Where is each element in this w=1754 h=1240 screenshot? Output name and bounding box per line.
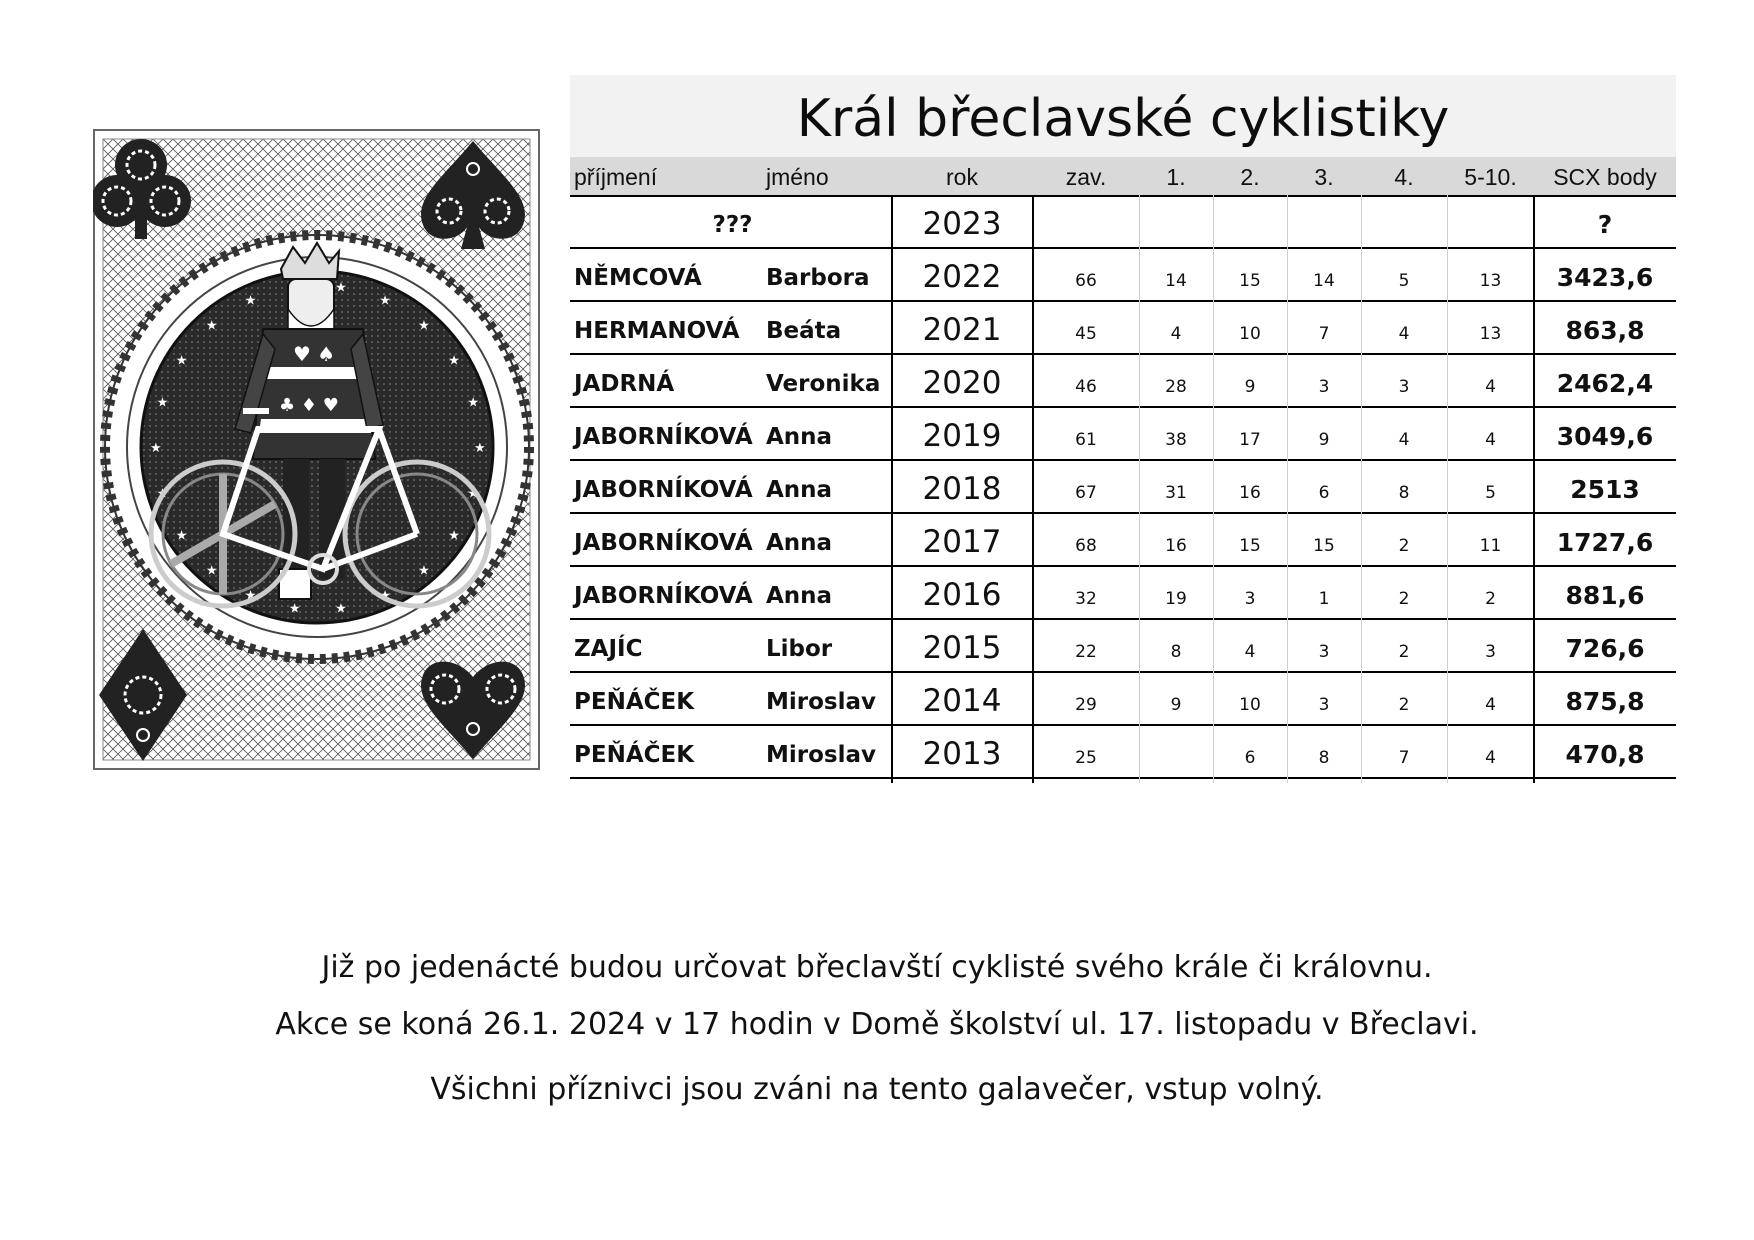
star-icon: ★ — [335, 601, 347, 617]
star-icon: ★ — [175, 528, 188, 544]
p4-cell: 2 — [1398, 536, 1410, 556]
divider-stats-scx — [1533, 195, 1535, 783]
results-table — [570, 75, 1676, 785]
header-starts: zav. — [1065, 164, 1107, 190]
p1-cell: 14 — [1165, 271, 1187, 291]
p510-cell: 13 — [1479, 271, 1502, 291]
table-row — [570, 513, 1676, 567]
p4-cell: 4 — [1398, 430, 1410, 450]
p1-cell: 16 — [1165, 536, 1187, 556]
divider-light — [1361, 195, 1362, 783]
first-name-cell: Anna — [766, 424, 833, 450]
p2-cell: 9 — [1244, 377, 1256, 397]
zav-cell: 46 — [1075, 377, 1097, 397]
first-name-cell: Anna — [766, 530, 833, 556]
year-cell: 2021 — [922, 312, 1002, 348]
p510-cell: 4 — [1485, 430, 1496, 450]
star-icon: ★ — [205, 563, 218, 579]
table-header-row — [570, 157, 1676, 197]
king-card-illustration — [93, 129, 540, 770]
header-fourth: 4. — [1394, 164, 1414, 190]
p2-cell: 17 — [1239, 430, 1261, 450]
star-icon: ★ — [156, 395, 169, 411]
table-title: Král břeclavské cyklistiky — [796, 89, 1450, 149]
p2-cell: 15 — [1239, 271, 1261, 291]
year-cell: 2014 — [922, 683, 1002, 719]
table-row — [570, 407, 1676, 461]
surname-cell: JABORNÍKOVÁ — [574, 477, 753, 503]
year-cell: 2017 — [922, 524, 1002, 560]
surname-cell: JADRNÁ — [574, 371, 675, 397]
star-icon: ★ — [335, 280, 347, 296]
p4-cell: 2 — [1398, 642, 1410, 662]
table-row — [570, 672, 1676, 726]
star-icon: ★ — [418, 563, 430, 579]
unknown-winner: ??? — [712, 212, 753, 238]
announcement-line-3: Všichni příznivci jsou zváni na tento galavečer, vstup volný. — [430, 1072, 1324, 1107]
divider-light — [1139, 195, 1140, 783]
p3-cell: 7 — [1318, 324, 1330, 344]
p3-cell: 8 — [1318, 748, 1330, 768]
divider-light — [1287, 195, 1288, 783]
table-row — [570, 248, 1676, 302]
header-5-10: 5-10. — [1464, 164, 1517, 190]
year-cell: 2019 — [922, 418, 1002, 454]
p2-cell: 15 — [1239, 536, 1261, 556]
p2-cell: 10 — [1239, 695, 1261, 715]
p2-cell: 10 — [1239, 324, 1261, 344]
playing-card-king-cyclist-illustration — [93, 129, 540, 770]
p1-cell: 28 — [1165, 377, 1187, 397]
scx-points-cell: 1727,6 — [1556, 528, 1654, 557]
p3-cell: 9 — [1318, 430, 1330, 450]
star-icon: ★ — [448, 353, 460, 369]
p510-cell: 4 — [1485, 695, 1496, 715]
p510-cell: 2 — [1485, 589, 1496, 609]
surname-cell: JABORNÍKOVÁ — [574, 583, 753, 609]
year-cell: 2022 — [922, 259, 1002, 295]
surname-cell: HERMANOVÁ — [574, 318, 740, 344]
scx-points-cell: 3049,6 — [1556, 422, 1654, 451]
surname-cell: PEŇÁČEK — [574, 742, 695, 768]
header-second: 2. — [1240, 164, 1260, 190]
p4-cell: 2 — [1398, 695, 1410, 715]
star-icon: ★ — [156, 486, 169, 502]
scx-points-cell: 3423,6 — [1556, 263, 1654, 292]
first-name-cell: Barbora — [766, 265, 870, 291]
p510-cell: 3 — [1485, 642, 1496, 662]
scx-points-cell: ? — [1597, 210, 1613, 239]
p4-cell: 3 — [1398, 377, 1410, 397]
p1-cell: 4 — [1170, 324, 1182, 344]
surname-cell: NĚMCOVÁ — [574, 265, 702, 291]
scx-points-cell: 875,8 — [1565, 687, 1645, 716]
p1-cell: 19 — [1165, 589, 1187, 609]
star-icon: ★ — [175, 353, 188, 369]
p3-cell: 15 — [1313, 536, 1335, 556]
surname-cell: JABORNÍKOVÁ — [574, 530, 753, 556]
p1-cell: 31 — [1165, 483, 1187, 503]
star-icon: ★ — [418, 318, 430, 334]
divider-year-stats — [1032, 195, 1034, 783]
year-cell: 2015 — [922, 630, 1002, 666]
table-row — [570, 566, 1676, 620]
first-name-cell: Beáta — [766, 318, 842, 344]
scx-points-cell: 863,8 — [1565, 316, 1645, 345]
table-row — [570, 460, 1676, 514]
first-name-cell: Miroslav — [766, 742, 877, 768]
star-icon: ★ — [244, 588, 257, 604]
p510-cell: 11 — [1479, 536, 1502, 556]
p510-cell: 4 — [1485, 377, 1496, 397]
zav-cell: 22 — [1075, 642, 1097, 662]
table-row — [570, 301, 1676, 355]
p4-cell: 4 — [1398, 324, 1410, 344]
table-row — [570, 725, 1676, 779]
divider-name-year — [891, 195, 893, 783]
star-icon: ★ — [244, 293, 257, 309]
star-icon: ★ — [150, 441, 162, 456]
first-name-cell: Miroslav — [766, 689, 877, 715]
divider-light — [1447, 195, 1448, 783]
star-icon: ★ — [448, 528, 460, 544]
zav-cell: 66 — [1075, 271, 1097, 291]
header-name: jméno — [766, 164, 829, 190]
announcement-line-2: Akce se koná 26.1. 2024 v 17 hodin v Domě školství ul. 17. listopadu v Břeclavi. — [275, 1007, 1479, 1042]
p4-cell: 5 — [1398, 271, 1410, 291]
scx-points-cell: 881,6 — [1565, 581, 1645, 610]
zav-cell: 29 — [1075, 695, 1097, 715]
p4-cell: 7 — [1398, 748, 1410, 768]
year-cell: 2013 — [922, 736, 1002, 772]
p510-cell: 13 — [1479, 324, 1502, 344]
header-year: rok — [946, 164, 978, 190]
star-icon: ★ — [474, 441, 486, 456]
star-icon: ★ — [288, 601, 301, 617]
p3-cell: 1 — [1318, 589, 1330, 609]
announcement-line-1: Již po jedenácté budou určovat břeclavští cyklisté svého krále či královnu. — [321, 950, 1433, 985]
p510-cell: 4 — [1485, 748, 1496, 768]
p2-cell: 6 — [1244, 748, 1256, 768]
zav-cell: 32 — [1075, 589, 1097, 609]
star-icon: ★ — [379, 293, 391, 309]
header-first: 1. — [1166, 164, 1186, 190]
zav-cell: 68 — [1075, 536, 1097, 556]
header-scx-points: SCX body — [1553, 164, 1657, 190]
star-icon: ★ — [467, 486, 480, 502]
first-name-cell: Veronika — [766, 371, 881, 397]
scx-points-cell: 2462,4 — [1556, 369, 1654, 398]
year-cell: 2020 — [922, 365, 1002, 401]
surname-cell: PEŇÁČEK — [574, 689, 695, 715]
year-cell: 2016 — [922, 577, 1002, 613]
zav-cell: 25 — [1075, 748, 1097, 768]
p1-cell: 38 — [1165, 430, 1187, 450]
header-third: 3. — [1314, 164, 1334, 190]
p4-cell: 8 — [1398, 483, 1410, 503]
surname-cell: ZAJÍC — [574, 636, 643, 662]
scx-points-cell: 2513 — [1570, 475, 1640, 504]
scx-points-cell: 470,8 — [1565, 740, 1645, 769]
p1-cell — [1139, 725, 1213, 777]
year-cell: 2018 — [922, 471, 1002, 507]
p3-cell: 14 — [1313, 271, 1335, 291]
p3-cell: 3 — [1318, 642, 1330, 662]
header-surname: příjmení — [574, 164, 658, 190]
divider-light — [1213, 195, 1214, 783]
p1-cell: 8 — [1170, 642, 1182, 662]
star-icon: ★ — [205, 318, 218, 334]
year-cell: 2023 — [922, 206, 1002, 242]
p510-cell: 5 — [1485, 483, 1496, 503]
zav-cell: 67 — [1075, 483, 1097, 503]
star-icon: ★ — [467, 395, 480, 411]
p2-cell: 3 — [1244, 589, 1256, 609]
p3-cell: 3 — [1318, 695, 1330, 715]
first-name-cell: Anna — [766, 477, 833, 503]
svg-text:♣ ♦ ♥: ♣ ♦ ♥ — [279, 395, 339, 416]
scx-points-cell: 726,6 — [1565, 634, 1645, 663]
zav-cell: 45 — [1075, 324, 1097, 344]
p1-cell: 9 — [1170, 695, 1182, 715]
p2-cell: 16 — [1239, 483, 1261, 503]
table-row — [570, 354, 1676, 408]
table-row-2023 — [570, 195, 1676, 249]
zav-cell: 61 — [1075, 430, 1097, 450]
first-name-cell: Anna — [766, 583, 833, 609]
star-icon: ★ — [379, 588, 391, 604]
p3-cell: 6 — [1318, 483, 1330, 503]
p3-cell: 3 — [1318, 377, 1330, 397]
p4-cell: 2 — [1398, 589, 1410, 609]
p2-cell: 4 — [1244, 642, 1256, 662]
surname-cell: JABORNÍKOVÁ — [574, 424, 753, 450]
table-row — [570, 619, 1676, 673]
svg-text:♥ ♠: ♥ ♠ — [293, 342, 336, 366]
first-name-cell: Libor — [766, 636, 833, 662]
